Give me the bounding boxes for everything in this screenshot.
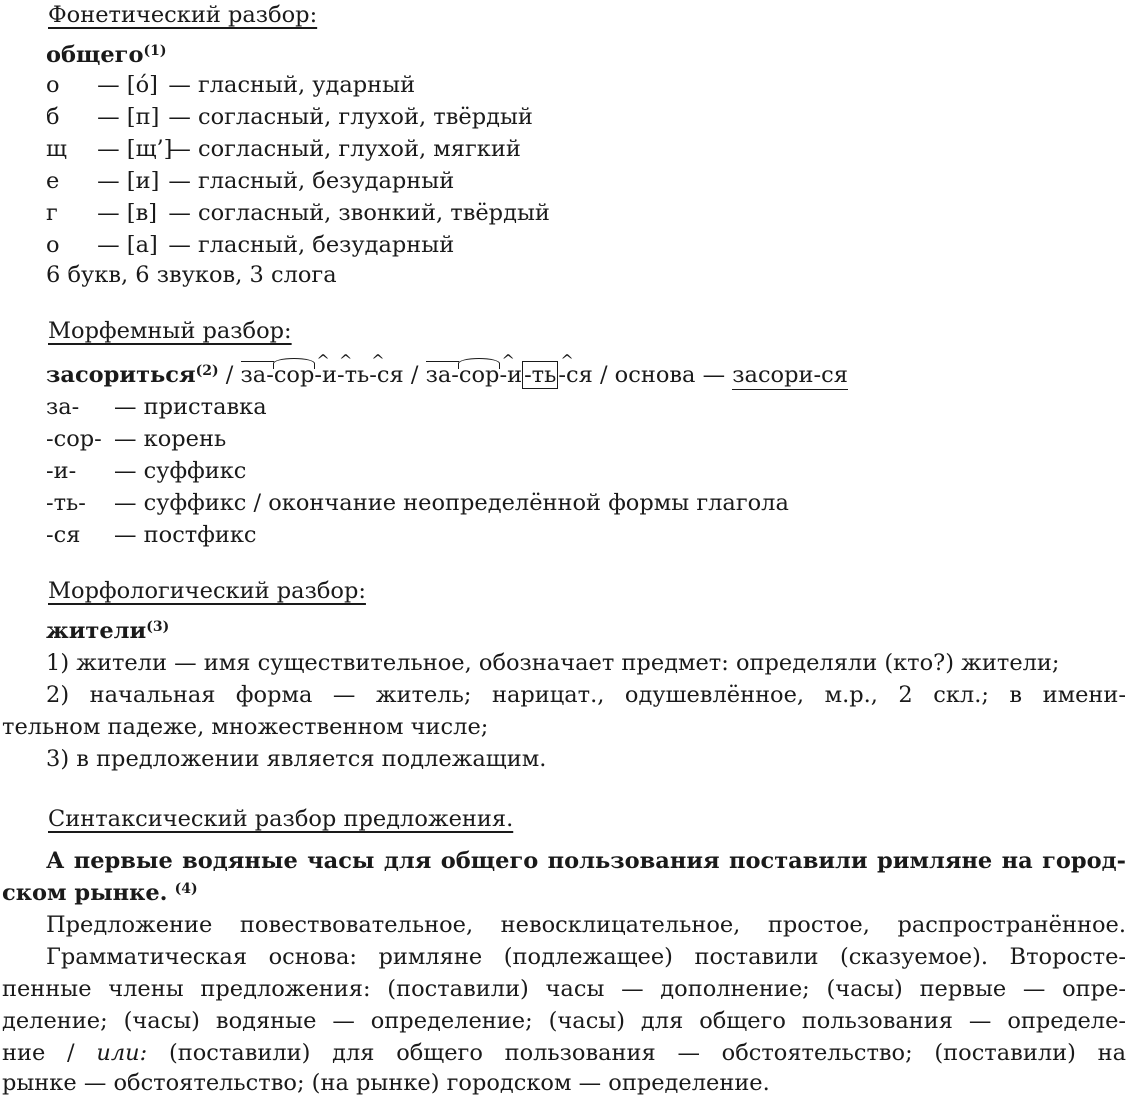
syntax-sentence-2-text: ском рынке. [2,880,168,906]
syntax-line-5c: (поставили) для общего пользования — обстоятельство; (поставили) на [168,1040,1127,1066]
syntax-sentence-2 [2,880,198,906]
phonetic-letter: е [46,168,60,194]
phonetic-summary: 6 букв, 6 звуков, 3 слога [46,262,337,288]
separator-2: / [410,362,419,388]
morpheme-row [46,426,226,452]
phonetic-letter: б [46,104,60,130]
morpheme-desc: — приставка [114,394,267,420]
syntax-heading: Синтаксический разбор предложения. [48,806,514,832]
phonetic-row [46,168,454,194]
postfix-mark: ^ -ся [369,362,403,388]
morpheme-desc: — постфикс [114,522,257,548]
phonetic-sound: — [п] [97,104,160,130]
morpheme-desc: — суффикс [114,458,247,484]
morphological-heading: Морфологический разбор: [48,578,366,604]
morphemic-heading: Морфемный разбор: [48,318,292,344]
syntax-sentence-1: А первые водяные часы для общего пользования поставили римляне на город- [46,848,1126,874]
phonetic-desc: — согласный, глухой, твёрдый [168,104,533,130]
phonetic-desc: — гласный, безударный [168,168,455,194]
suffix-mark: ^ -и [314,362,337,388]
syntax-line-4: деление; (часы) водяные — определение; (часы) для общего пользования — определе- [2,1008,1126,1034]
root-mark: сор [273,362,315,388]
morphemic-word: засориться [46,362,196,388]
phonetic-row [46,200,550,226]
prefix-mark-2: за- [425,362,459,388]
morpheme-desc: — суффикс / окончание неопределённой формы глагола [114,490,789,516]
syntax-line-3: пенные члены предложения: (поставили) часы — дополнение; (часы) первые — опре- [2,976,1126,1002]
prefix-mark: за- [240,362,274,388]
morphemic-note: (2) [195,363,219,379]
morphological-word-text: жители [46,618,147,644]
phonetic-row [46,72,415,98]
syntax-line-6: рынке — обстоятельство; (на рынке) городском — определение. [2,1070,770,1096]
syntax-line-2: Грамматическая основа: римляне (подлежащее) поставили (сказуемое). Второсте- [46,944,1126,970]
phonetic-sound: — [и] [97,168,160,194]
morphological-line-4: 3) в предложении является подлежащим. [46,746,547,772]
phonetic-row [46,104,533,130]
morpheme-row [46,458,246,484]
separator: / [225,362,234,388]
phonetic-letter: щ [46,136,67,162]
ending-mark: -ть [524,362,557,388]
morpheme-desc: — корень [114,426,227,452]
phonetic-letter: о [46,72,60,98]
morpheme-row [46,522,257,548]
phonetic-row [46,136,521,162]
phonetic-sound: — [о́] [97,72,158,98]
morpheme: -ть- [46,490,86,516]
phonetic-word [46,42,166,68]
morphemic-analysis [46,362,848,388]
syntax-line-5b: или: [96,1040,148,1066]
phonetic-word-text: общего [46,42,144,68]
syntax-line-1: Предложение повествовательное, невосклицательное, простое, распространённое. [46,912,1126,938]
suffix-mark-2: ^ -ть [337,362,369,388]
morpheme-row [46,394,267,420]
phonetic-sound: — [а] [97,232,158,258]
phonetic-desc: — согласный, звонкий, твёрдый [168,200,550,226]
phonetic-sound: — [в] [97,200,158,226]
basis-label: / основа — [599,362,726,388]
morphological-word [46,618,169,644]
phonetic-desc: — согласный, глухой, мягкий [168,136,521,162]
phonetic-desc: — гласный, ударный [168,72,416,98]
morpheme: -сор- [46,426,102,452]
suffix-mark-3: ^ -и [499,362,522,388]
morphological-line-2: 2) начальная форма — житель; нарицат., одушевлённое, м.р., 2 скл.; в имени- [46,682,1126,708]
postfix-mark-2: ^ -ся [558,362,592,388]
morpheme: -и- [46,458,77,484]
phonetic-letter: о [46,232,60,258]
morphological-line-3: тельном падеже, множественном числе; [2,714,489,740]
phonetic-letter: г [46,200,58,226]
phonetic-sound: — [щ’] [97,136,173,162]
morpheme: за- [46,394,80,420]
phonetic-desc: — гласный, безударный [168,232,455,258]
phonetic-row [46,232,454,258]
morpheme-row [46,490,789,516]
morpheme: -ся [46,522,81,548]
root-mark-2: сор [458,362,500,388]
syntax-line-5 [2,1040,1126,1066]
phonetic-heading: Фонетический разбор: [48,2,318,28]
basis-postfix: -ся [813,362,848,388]
phonetic-note: (1) [143,43,167,59]
syntax-note: (4) [174,881,198,897]
morphological-note: (3) [146,619,170,635]
morphological-line-1: 1) жители — имя существительное, обозначает предмет: определяли (кто?) жители; [46,650,1060,676]
basis-main: засори [732,362,814,388]
syntax-line-5a: ние / [2,1040,75,1066]
